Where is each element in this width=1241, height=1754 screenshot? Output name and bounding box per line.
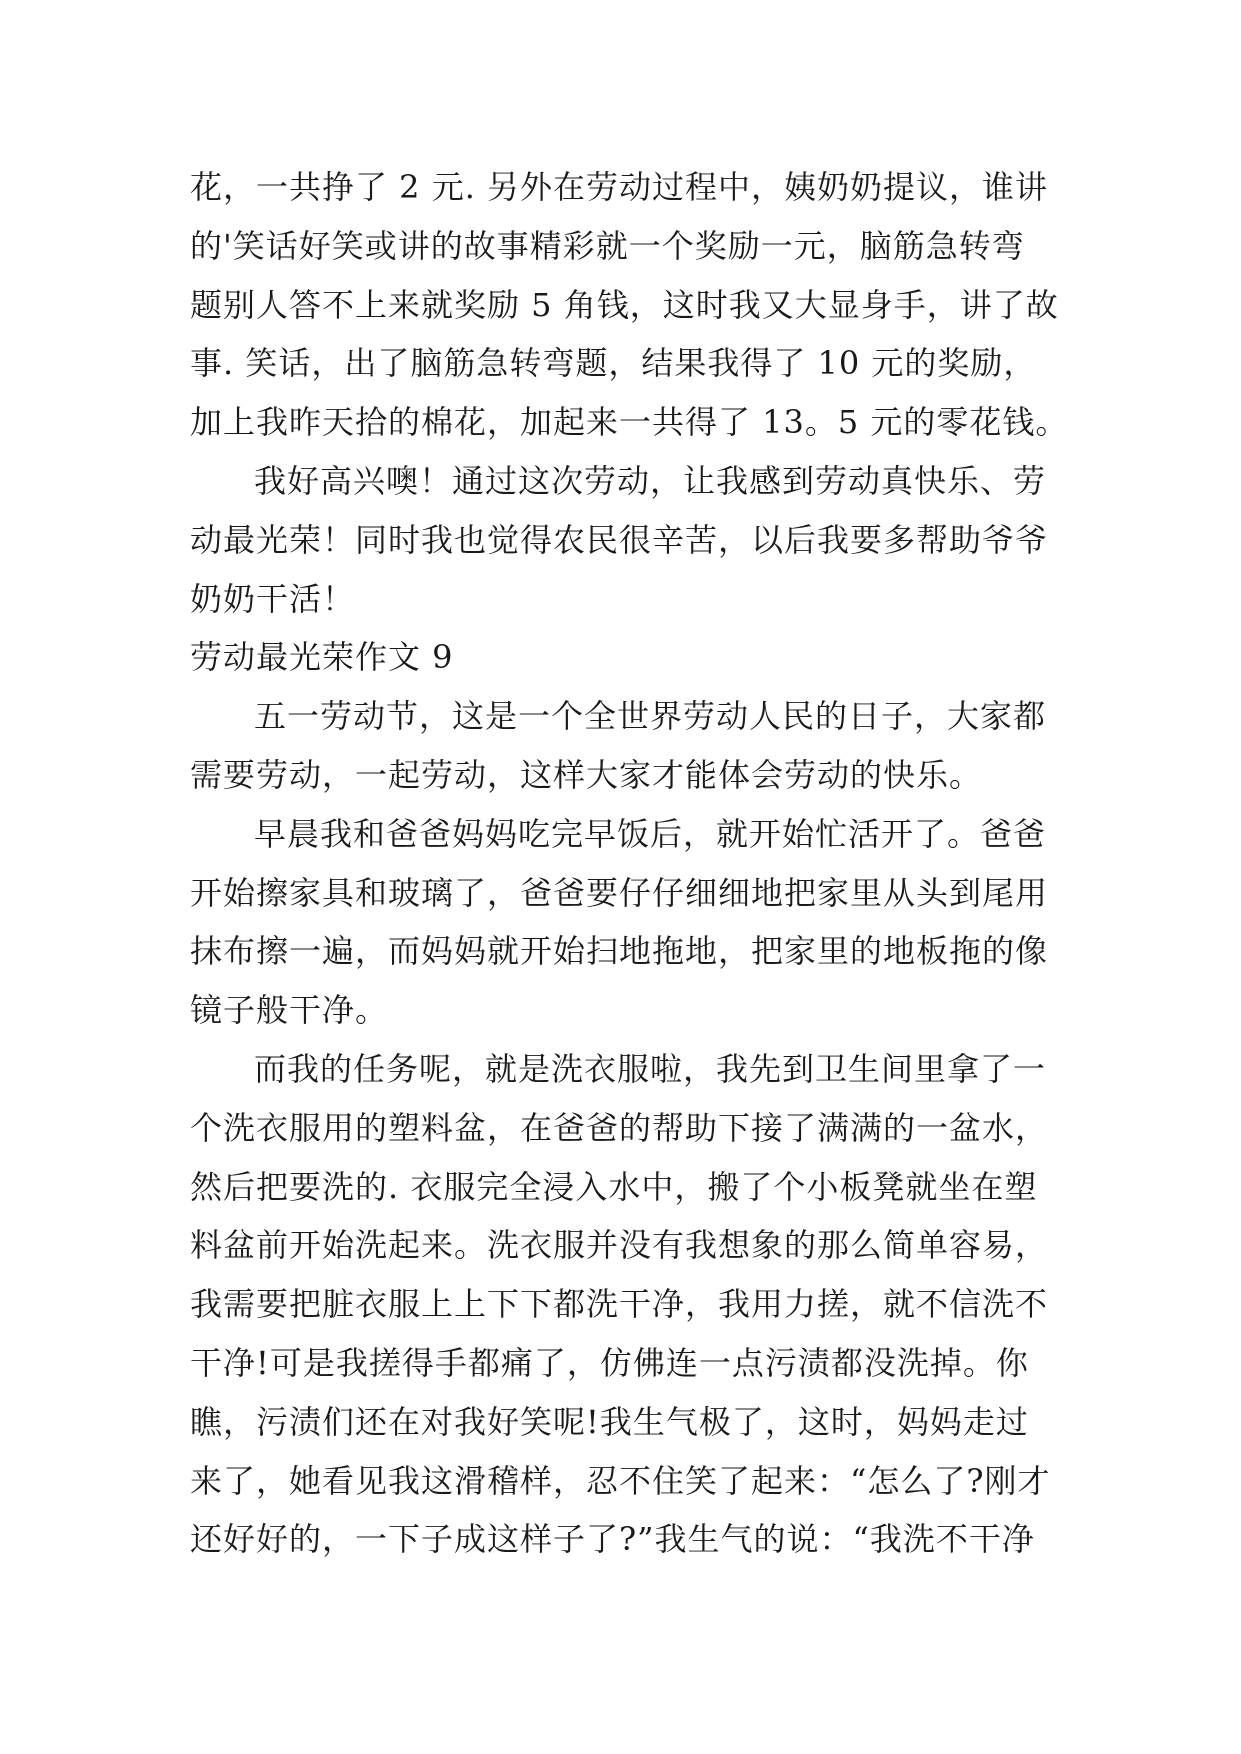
text-line: 花，一共挣了 2 元. 另外在劳动过程中，姨奶奶提议，谁讲 (190, 168, 1049, 206)
text-line: 题别人答不上来就奖励 5 角钱，这时我又大显身手，讲了故 (190, 285, 1059, 324)
text-line: 动最光荣！同时我也觉得农民很辛苦，以后我要多帮助爷爷 (190, 520, 1049, 559)
paragraph-first-line: 我好高兴噢！通过这次劳动，让我感到劳动真快乐、劳 (254, 461, 1047, 500)
text-line: 抹布擦一遍，而妈妈就开始扫地拖地，把家里的地板拖的像 (190, 932, 1049, 971)
paragraph-first-line: 早晨我和爸爸妈妈吃完早饭后，就开始忙活开了。爸爸 (254, 814, 1047, 853)
text-line: 干净!可是我搓得手都痛了，仿佛连一点污渍都没洗掉。你 (190, 1343, 1029, 1382)
text-line: 还好好的，一下子成这样子了?”我生气的说：“我洗不干净 (190, 1520, 1035, 1559)
text-line: 开始擦家具和玻璃了，爸爸要仔仔细细地把家里从头到尾用 (190, 873, 1049, 912)
section-heading: 劳动最光荣作文 9 (190, 638, 454, 677)
text-line: 个洗衣服用的塑料盆，在爸爸的帮助下接了满满的一盆水， (190, 1108, 1049, 1147)
text-line: 料盆前开始洗起来。洗衣服并没有我想象的那么简单容易， (190, 1226, 1049, 1265)
text-line: 我需要把脏衣服上上下下都洗干净，我用力搓，就不信洗不 (190, 1285, 1049, 1324)
text-line: 事. 笑话，出了脑筋急转弯题，结果我得了 10 元的奖励， (190, 344, 1037, 383)
text-line: 的'笑话好笑或讲的故事精彩就一个奖励一元，脑筋急转弯 (190, 226, 1025, 265)
text-line: 镜子般干净。 (190, 991, 389, 1030)
text-line: 加上我昨天拾的棉花，加起来一共得了 13。5 元的零花钱。 (190, 403, 1069, 442)
paragraph-first-line: 而我的任务呢，就是洗衣服啦，我先到卫生间里拿了一 (254, 1049, 1047, 1088)
text-line: 瞧，污渍们还在对我好笑呢!我生气极了，这时，妈妈走过 (190, 1402, 1029, 1441)
text-line: 奶奶干活！ (190, 579, 356, 618)
text-line: 然后把要洗的. 衣服完全浸入水中，搬了个小板凳就坐在塑 (190, 1167, 1038, 1206)
text-line: 来了，她看见我这滑稽样，忍不住笑了起来：“怎么了?刚才 (190, 1461, 1051, 1500)
text-line: 需要劳动，一起劳动，这样大家才能体会劳动的快乐。 (190, 755, 983, 794)
document-body (190, 158, 1090, 1569)
paragraph-first-line: 五一劳动节，这是一个全世界劳动人民的日子，大家都 (254, 697, 1047, 736)
